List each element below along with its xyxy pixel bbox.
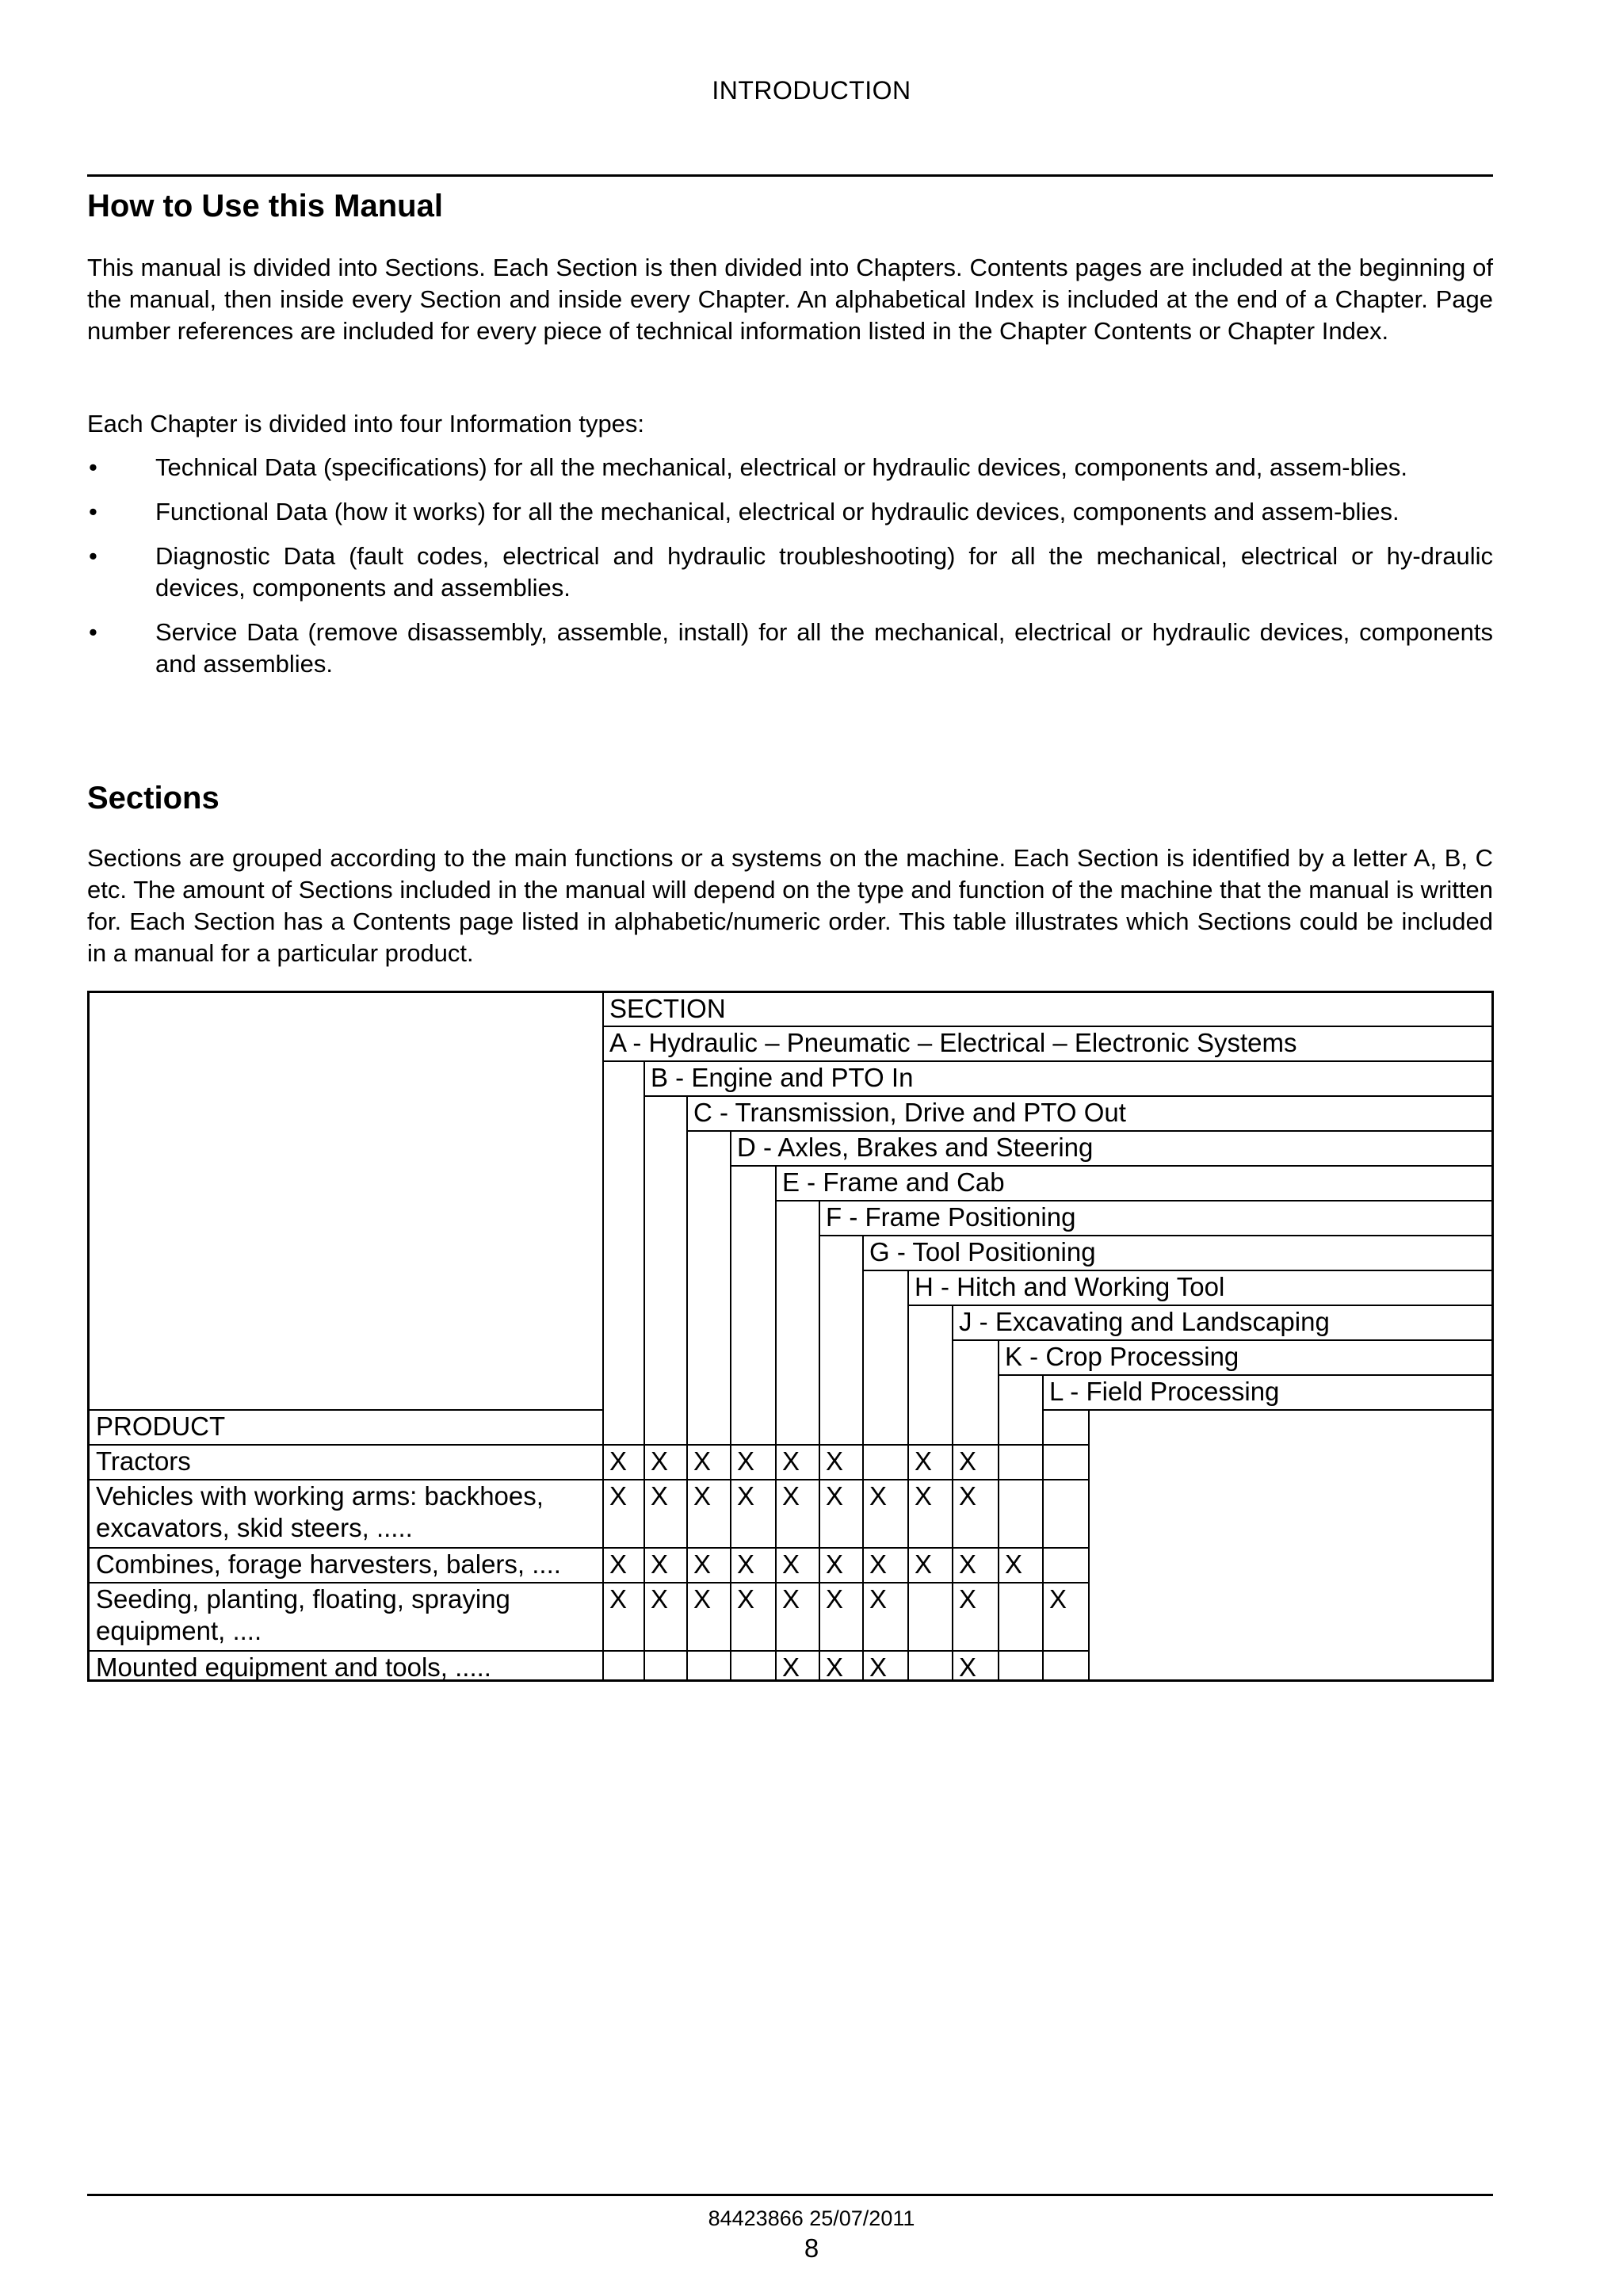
bullet-icon: • — [89, 618, 97, 646]
sections-table — [87, 991, 1494, 1682]
table-rule — [1042, 1409, 1494, 1411]
table-rule — [775, 1200, 1494, 1201]
section-mark: X — [826, 1549, 844, 1579]
table-rule — [1088, 1409, 1090, 1682]
product-label: PRODUCT — [96, 1412, 226, 1441]
section-mark: X — [737, 1446, 755, 1476]
section-mark: X — [737, 1584, 755, 1614]
section-mark: X — [1005, 1549, 1023, 1579]
list-item: • Service Data (remove disassembly, assemble, install) for all the mechanical, electrical or hydraulic devices, components and assemblies. — [89, 618, 1493, 678]
section-mark: X — [915, 1549, 933, 1579]
section-mark: X — [869, 1584, 888, 1614]
section-mark: X — [782, 1446, 800, 1476]
section-mark: X — [869, 1652, 888, 1682]
document-id: 84423866 25/07/2011 — [708, 2206, 915, 2230]
section-mark: X — [782, 1584, 800, 1614]
table-rule — [90, 1650, 1090, 1652]
bullet-icon: • — [89, 453, 97, 481]
table-rule — [952, 1339, 1494, 1341]
section-mark: X — [782, 1481, 800, 1511]
section-header-d: D - Axles, Brakes and Steering — [737, 1133, 1094, 1162]
section-mark: X — [915, 1446, 933, 1476]
table-rule — [907, 1305, 1494, 1306]
table-rule — [90, 1409, 604, 1411]
section-mark: X — [693, 1481, 712, 1511]
section-mark: X — [609, 1446, 628, 1476]
section-mark: X — [869, 1481, 888, 1511]
section-mark: X — [826, 1481, 844, 1511]
product-name: Seeding, planting, floating, spraying equipment, .... — [96, 1584, 510, 1645]
table-rule — [862, 1270, 1494, 1271]
table-rule — [686, 1130, 1494, 1132]
product-name: Tractors — [96, 1446, 191, 1476]
list-item: • Functional Data (how it works) for all the mechanical, electrical or hydraulic devices, components and assem-blies. — [87, 496, 1493, 528]
section-mark: X — [826, 1446, 844, 1476]
section-mark: X — [737, 1549, 755, 1579]
table-rule — [819, 1235, 1494, 1236]
section-mark: X — [651, 1481, 669, 1511]
bullet-icon: • — [89, 498, 97, 525]
section-mark: X — [959, 1652, 977, 1682]
section-mark: X — [609, 1549, 628, 1579]
section-header-e: E - Frame and Cab — [782, 1167, 1005, 1197]
info-types-list — [87, 452, 1493, 693]
page-number: 8 — [804, 2233, 819, 2263]
section-header-f: F - Frame Positioning — [826, 1202, 1076, 1232]
section-header-h: H - Hitch and Working Tool — [915, 1272, 1225, 1301]
table-rule — [730, 1165, 1494, 1167]
table-rule — [602, 1060, 1494, 1062]
product-name: Combines, forage harvesters, balers, .... — [96, 1549, 561, 1579]
section-mark: X — [609, 1481, 628, 1511]
section-mark: X — [693, 1446, 712, 1476]
section-mark: X — [959, 1446, 977, 1476]
section-mark: X — [959, 1481, 977, 1511]
list-item: • Diagnostic Data (fault codes, electrical and hydraulic troubleshooting) for all the mechanical, electrical or hy-draulic devices, components and assemblies. — [89, 542, 1493, 602]
section-mark: X — [826, 1584, 844, 1614]
section-mark: X — [651, 1549, 669, 1579]
section-mark: X — [1049, 1584, 1067, 1614]
section-mark: X — [782, 1652, 800, 1682]
section-mark: X — [693, 1584, 712, 1614]
section-header-k: K - Crop Processing — [1005, 1342, 1239, 1371]
section-mark: X — [609, 1584, 628, 1614]
section-mark: X — [826, 1652, 844, 1682]
product-name: Vehicles with working arms: backhoes, excavators, skid steers, ..... — [96, 1481, 544, 1542]
section-mark: X — [869, 1549, 888, 1579]
table-rule — [643, 1095, 1494, 1097]
how-to-intro: This manual is divided into Sections. Each Section is then divided into Chapters. Contents pages are included at the beginning of the manual, then inside every Section and inside every Chapter. An alphabetical Index is included at the end of a Chapter. Page number references are included for every piece of technical information listed in the Chapter Contents or Chapter Index. — [87, 254, 1493, 345]
section-mark: X — [693, 1549, 712, 1579]
section-label: SECTION — [609, 994, 726, 1023]
sections-intro: Sections are grouped according to the main functions or a systems on the machine. Each Section is identified by a letter A, B, C etc. The amount of Sections included in the manual will depend on the type and function of the machine that the manual is written for. Each Section has a Contents page listed in alphabetic/numeric order. This table illustrates which Sections could be included in a manual for a particular product. — [87, 844, 1493, 967]
section-header-g: G - Tool Positioning — [869, 1237, 1096, 1266]
section-mark: X — [959, 1584, 977, 1614]
section-header-l: L - Field Processing — [1049, 1377, 1280, 1406]
info-types-lead: Each Chapter is divided into four Information types: — [87, 410, 645, 437]
product-name: Mounted equipment and tools, ..... — [96, 1652, 491, 1682]
list-item: • Technical Data (specifications) for all the mechanical, electrical or hydraulic devices, components and, assem-blies. — [87, 452, 1493, 483]
header-rule — [87, 174, 1493, 177]
how-to-heading: How to Use this Manual — [87, 189, 443, 223]
section-mark: X — [959, 1549, 977, 1579]
section-mark: X — [915, 1481, 933, 1511]
table-rule — [998, 1374, 1494, 1376]
bullet-icon: • — [89, 542, 97, 570]
section-header-c: C - Transmission, Drive and PTO Out — [693, 1098, 1126, 1127]
table-rule — [90, 1582, 1090, 1584]
section-header-j: J - Excavating and Landscaping — [959, 1307, 1330, 1336]
section-mark: X — [651, 1584, 669, 1614]
footer-rule — [87, 2194, 1493, 2196]
section-header-b: B - Engine and PTO In — [651, 1063, 914, 1092]
section-mark: X — [651, 1446, 669, 1476]
sections-heading: Sections — [87, 781, 220, 816]
running-header: INTRODUCTION — [712, 76, 911, 105]
table-rule — [602, 1026, 1494, 1027]
table-rule — [1042, 1374, 1044, 1682]
section-mark: X — [782, 1549, 800, 1579]
section-header-a: A - Hydraulic – Pneumatic – Electrical – Electronic Systems — [609, 1028, 1297, 1057]
table-rule — [998, 1339, 999, 1682]
section-mark: X — [737, 1481, 755, 1511]
